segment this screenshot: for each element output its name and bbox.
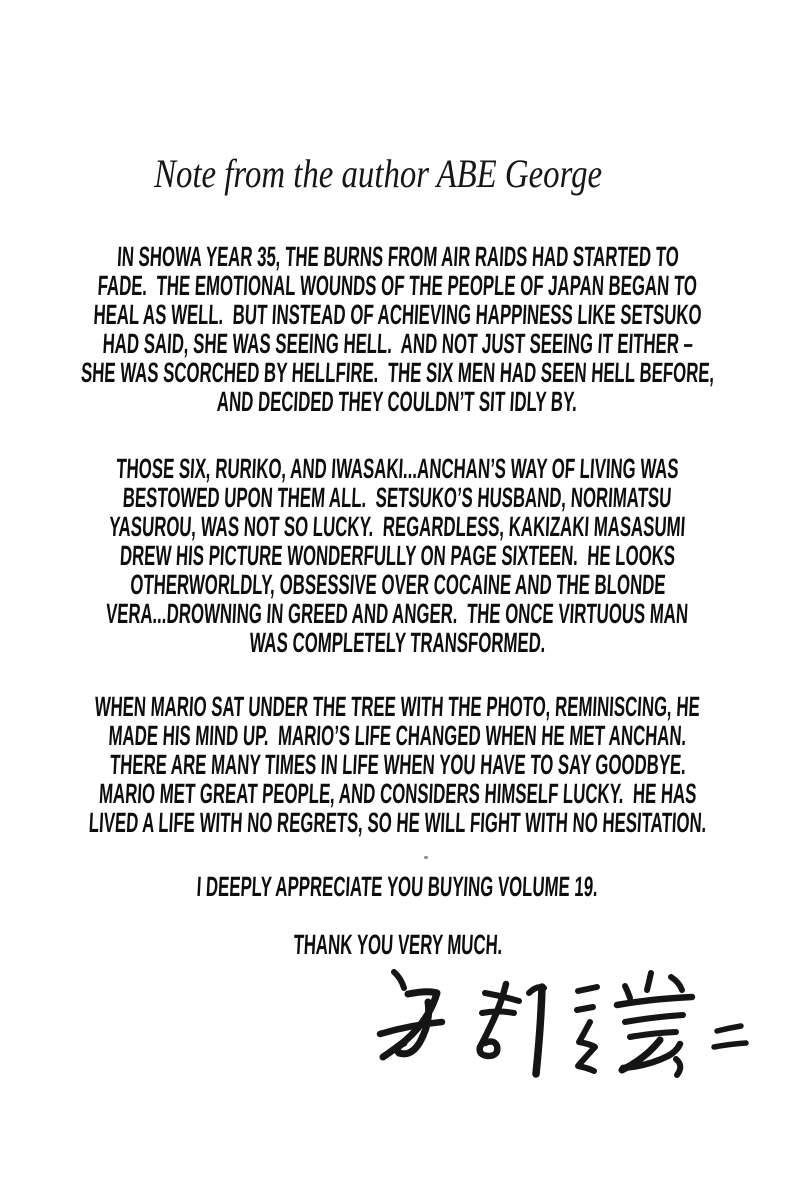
page-title-text: Note from the author ABE George <box>154 151 602 196</box>
text-line: FADE. THE EMOTIONAL WOUNDS OF THE PEOPLE OF JAPAN BEGAN TO <box>97 270 698 301</box>
paragraph-2 <box>0 454 795 657</box>
text-line: IN SHOWA YEAR 35, THE BURNS FROM AIR RAIDS HAD STARTED TO <box>115 241 680 272</box>
text-line: THOSE SIX, RURIKO, AND IWASAKI...ANCHAN’S WAY OF LIVING WAS <box>115 453 680 484</box>
page-title <box>0 150 756 198</box>
text-line: HEAL AS WELL. BUT INSTEAD OF ACHIEVING HAPPINESS LIKE SETSUKO <box>92 299 703 330</box>
paragraph-3 <box>0 692 795 837</box>
text-line: HAD SAID, SHE WAS SEEING HELL. AND NOT JUST SEEING IT EITHER – <box>101 328 694 359</box>
text-line: YASUROU, WAS NOT SO LUCKY. REGARDLESS, KAKIZAKI MASASUMI <box>108 511 687 542</box>
text-line: VERA...DROWNING IN GREED AND ANGER. THE ONCE VIRTUOUS MAN <box>105 598 690 629</box>
text-line: AND DECIDED THEY COULDN’T SIT IDLY BY. <box>216 386 579 417</box>
text-line: WHEN MARIO SAT UNDER THE TREE WITH THE PHOTO, REMINISCING, HE <box>94 691 701 722</box>
text-line: WAS COMPLETELY TRANSFORMED. <box>248 627 547 658</box>
text-line: LIVED A LIFE WITH NO REGRETS, SO HE WILL FIGHT WITH NO HESITATION. <box>87 807 708 838</box>
text-line: I DEEPLY APPRECIATE YOU BUYING VOLUME 19. <box>196 871 599 902</box>
text-line: THANK YOU VERY MUCH. <box>292 929 503 960</box>
ink-speck <box>424 856 428 859</box>
paragraph-1 <box>0 242 795 416</box>
text-line: MARIO MET GREAT PEOPLE, AND CONSIDERS HIMSELF LUCKY. HE HAS <box>97 778 698 809</box>
text-line: DREW HIS PICTURE WONDERFULLY ON PAGE SIXTEEN. HE LOOKS <box>119 540 676 571</box>
text-line: OTHERWORLDLY, OBSESSIVE OVER COCAINE AND THE BLONDE <box>129 569 666 600</box>
text-line: SHE WAS SCORCHED BY HELLFIRE. THE SIX MEN HAD SEEN HELL BEFORE, <box>80 357 715 388</box>
text-line: MADE HIS MIND UP. MARIO’S LIFE CHANGED WHEN HE MET ANCHAN. <box>107 720 688 751</box>
closing-lines <box>0 872 795 959</box>
text-line: BESTOWED UPON THEM ALL. SETSUKO’S HUSBAND, NORIMATSU <box>122 482 673 513</box>
text-line: THERE ARE MANY TIMES IN LIFE WHEN YOU HAVE TO SAY GOODBYE. <box>108 749 687 780</box>
author-signature-calligraphy-icon <box>350 960 750 1085</box>
